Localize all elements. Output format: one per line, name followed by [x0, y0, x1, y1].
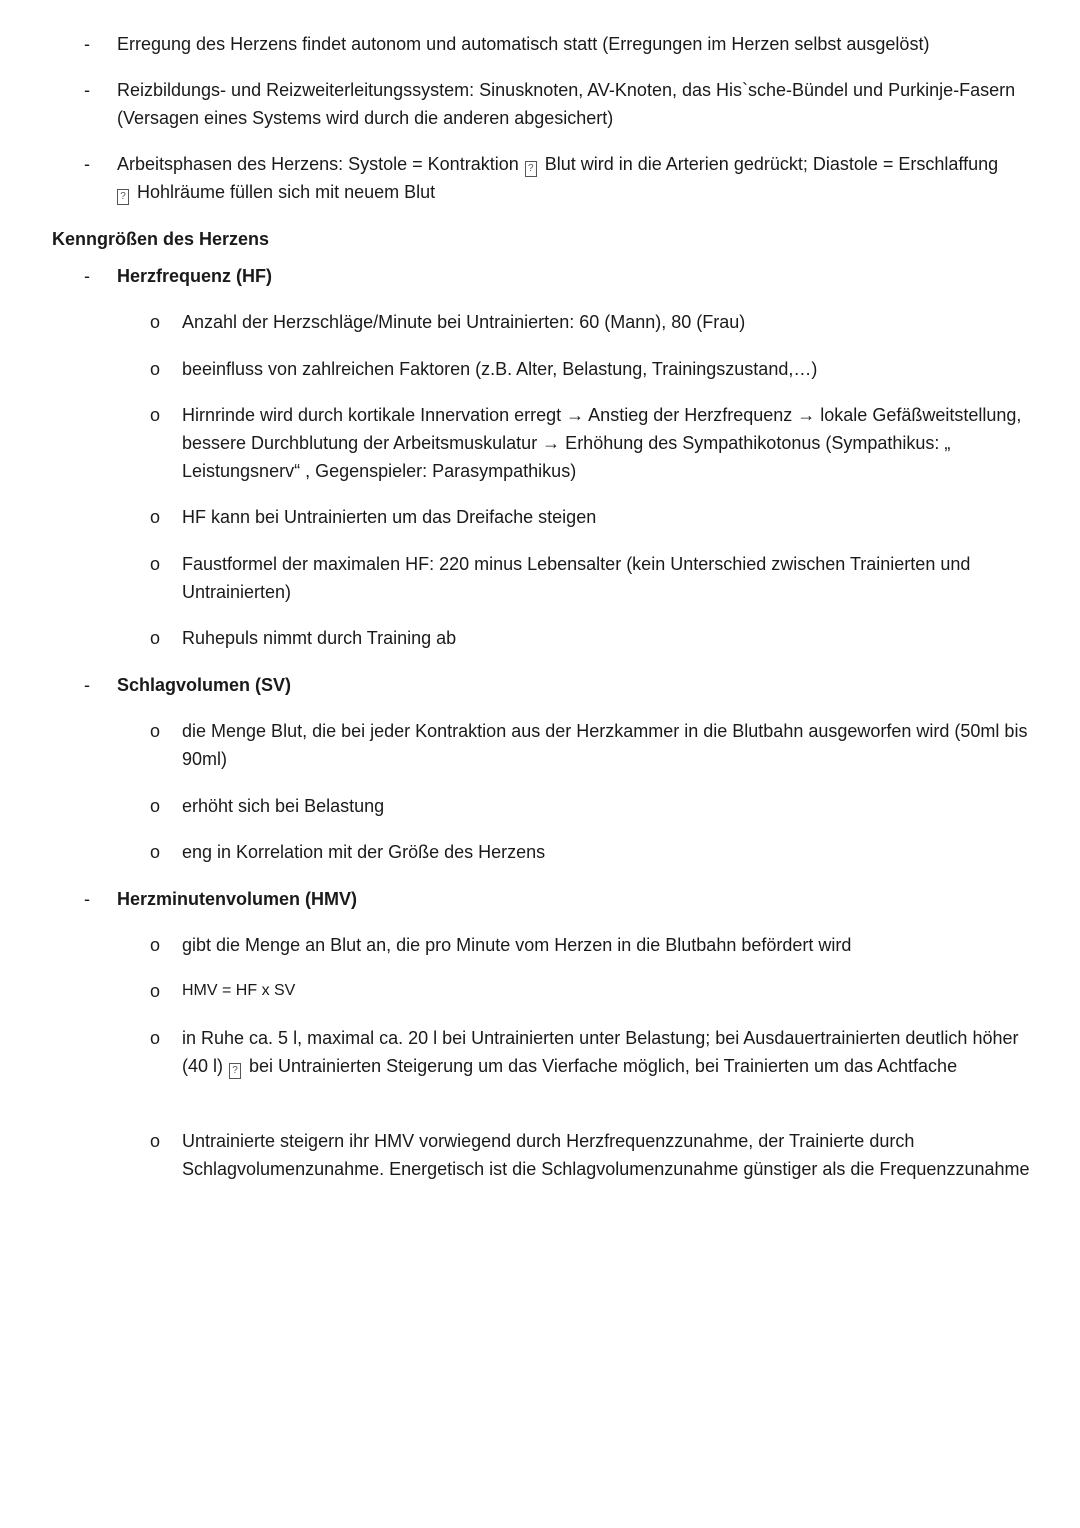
item-text: Faustformel der maximalen HF: 220 minus Lebensalter (kein Unterschied zwischen Trainierten und Untrainierten) — [182, 554, 971, 602]
bullet-text-part: Hohlräume füllen sich mit neuem Blut — [137, 182, 436, 202]
subsection-title: Herzminutenvolumen (HMV) — [117, 889, 358, 909]
dash-marker: - — [84, 154, 90, 174]
circle-marker: o — [150, 507, 161, 527]
bullet-text-part: Arbeitsphasen des Herzens: Systole = Kontraktion — [117, 154, 519, 174]
circle-marker: o — [150, 981, 161, 1001]
dash-marker: - — [84, 675, 90, 695]
circle-marker: o — [150, 312, 161, 332]
item-text: die Menge Blut, die bei jeder Kontraktion aus der Herzkammer in die Blutbahn ausgeworfen wird (50ml bis 90ml) — [182, 721, 1028, 769]
item-text: HF kann bei Untrainierten um das Dreifache steigen — [182, 507, 597, 527]
circle-marker: o — [150, 554, 161, 574]
item-text: Ruhepuls nimmt durch Training ab — [182, 628, 457, 648]
item-text: Anzahl der Herzschläge/Minute bei Untrainierten: 60 (Mann), 80 (Frau) — [182, 312, 746, 332]
circle-marker: o — [150, 628, 161, 648]
bullet-text: Reizbildungs- und Reizweiterleitungssystem: Sinusknoten, AV-Knoten, das His`sche-Bündel und Purkinje-Fasern (Versagen eines Systems wird durch die anderen abgesichert) — [117, 80, 1016, 128]
circle-marker: o — [150, 405, 161, 425]
item-text: gibt die Menge an Blut an, die pro Minute vom Herzen in die Blutbahn befördert wird — [182, 935, 852, 955]
item-text: Hirnrinde wird durch kortikale Innervation erregt → Anstieg der Herzfrequenz → lokale Gefäßweitstellung, bessere Durchblutung der Arbeitsmuskulatur → Erhöhung des Sympathikotonus (Sympathikus: „ Leistungsnerv“ , Gegenspieler: Parasympathikus) — [182, 405, 1022, 481]
item-text-part: bei Untrainierten Steigerung um das Vierfache möglich, bei Trainierten um das Achtfache — [249, 1056, 958, 1076]
item-text: beeinfluss von zahlreichen Faktoren (z.B. Alter, Belastung, Trainingszustand,…) — [182, 359, 818, 379]
section-heading: Kenngrößen des Herzens — [52, 229, 270, 249]
item-text-part: in Ruhe ca. 5 l, maximal ca. 20 l bei Untrainierten unter Belastung; bei Ausdauertrainierten deutlich höher (40 l) — [182, 1028, 1019, 1076]
circle-marker: o — [150, 935, 161, 955]
dash-marker: - — [84, 266, 90, 286]
circle-marker: o — [150, 1028, 161, 1048]
subsection-title: Schlagvolumen (SV) — [117, 675, 292, 695]
bullet-text-part: Blut wird in die Arterien gedrückt; Diastole = Erschlaffung — [544, 154, 999, 174]
item-text: eng in Korrelation mit der Größe des Herzens — [182, 842, 546, 862]
circle-marker: o — [150, 721, 161, 741]
missing-glyph-icon — [525, 161, 537, 177]
bullet-text: Erregung des Herzens findet autonom und automatisch statt (Erregungen im Herzen selbst ausgelöst) — [117, 34, 930, 54]
item-text — [182, 1024, 1032, 1080]
circle-marker: o — [150, 1131, 161, 1151]
circle-marker: o — [150, 359, 161, 379]
missing-glyph-icon — [117, 189, 129, 205]
circle-marker: o — [150, 842, 161, 862]
bullet-text — [117, 150, 1027, 206]
subsection-title: Herzfrequenz (HF) — [117, 266, 273, 286]
item-text: erhöht sich bei Belastung — [182, 796, 385, 816]
missing-glyph-icon — [229, 1063, 241, 1079]
item-text: Untrainierte steigern ihr HMV vorwiegend durch Herzfrequenzzunahme, der Trainierte durch Schlagvolumenzunahme. Energetisch ist die Schlagvolumenzunahme günstiger als die Frequenzzunahme — [182, 1131, 1030, 1179]
circle-marker: o — [150, 796, 161, 816]
dash-marker: - — [84, 889, 90, 909]
dash-marker: - — [84, 34, 90, 54]
item-text: HMV = HF x SV — [182, 982, 296, 999]
dash-marker: - — [84, 80, 90, 100]
